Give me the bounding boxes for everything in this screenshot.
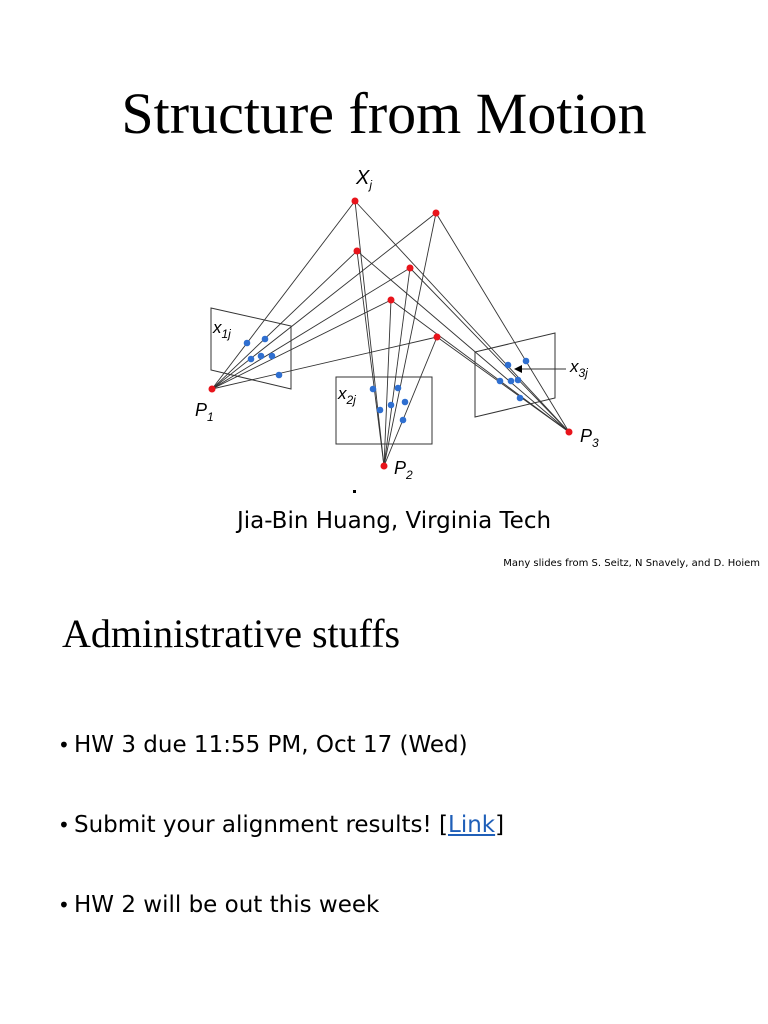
image-point bbox=[508, 378, 515, 385]
world-point bbox=[352, 198, 359, 205]
label-p2: $P_2$ bbox=[394, 458, 413, 482]
image-point bbox=[402, 399, 409, 406]
bullet-glyph: • bbox=[58, 893, 70, 917]
bullet-item bbox=[58, 808, 504, 888]
image-point bbox=[248, 356, 255, 363]
image-point bbox=[377, 407, 384, 414]
projection-ray bbox=[437, 337, 569, 432]
slide-administrative bbox=[0, 590, 768, 1024]
x3j-pointer-arrow bbox=[514, 365, 522, 373]
stray-mark bbox=[353, 490, 356, 493]
label-p3: $P_3$ bbox=[580, 426, 599, 450]
bullet-text: HW 2 will be out this week bbox=[74, 892, 380, 918]
projection-ray bbox=[355, 201, 384, 466]
image-point bbox=[258, 353, 265, 360]
image-point bbox=[269, 353, 276, 360]
projection-ray bbox=[212, 251, 357, 389]
projection-ray bbox=[357, 251, 384, 466]
camera-center bbox=[381, 463, 388, 470]
projection-rays bbox=[212, 201, 569, 466]
slide-title: Structure from Motion bbox=[121, 81, 647, 146]
projection-ray bbox=[212, 213, 436, 389]
projection-ray bbox=[384, 337, 437, 466]
label-x1j: $x_{1j}$ bbox=[213, 318, 231, 341]
image-point bbox=[517, 395, 524, 402]
world-point bbox=[433, 210, 440, 217]
world-point bbox=[388, 297, 395, 304]
bullet-item bbox=[58, 728, 504, 808]
image-point bbox=[276, 372, 283, 379]
image-point bbox=[505, 362, 512, 369]
image-point bbox=[497, 378, 504, 385]
bullet-glyph: • bbox=[58, 733, 70, 757]
section-title: Administrative stuffs bbox=[62, 611, 401, 656]
image-point bbox=[370, 386, 377, 393]
bullet-text-before: Submit your alignment results! [ bbox=[74, 812, 448, 838]
world-point bbox=[407, 265, 414, 272]
image-planes bbox=[211, 308, 566, 444]
bullet-text: HW 3 due 11:55 PM, Oct 17 (Wed) bbox=[74, 732, 468, 758]
points bbox=[209, 198, 573, 470]
image-point bbox=[244, 340, 251, 347]
image-plane-2 bbox=[336, 377, 432, 444]
camera-center bbox=[209, 386, 216, 393]
image-point bbox=[388, 402, 395, 409]
author-line: Jia-Bin Huang, Virginia Tech bbox=[236, 508, 552, 534]
projection-ray bbox=[212, 300, 391, 389]
slide-credit: Many slides from S. Seitz, N Snavely, and D. Hoiem bbox=[503, 558, 760, 569]
projection-ray bbox=[410, 268, 569, 432]
world-point bbox=[434, 334, 441, 341]
bullet-glyph: • bbox=[58, 813, 70, 837]
image-point bbox=[400, 417, 407, 424]
image-point bbox=[523, 358, 530, 365]
camera-center bbox=[566, 429, 573, 436]
label-x3j: $x_{3j}$ bbox=[570, 357, 588, 380]
image-point bbox=[515, 377, 522, 384]
bullet-item bbox=[58, 888, 504, 968]
projection-ray bbox=[391, 300, 569, 432]
label-x2j: $x_{2j}$ bbox=[338, 384, 356, 407]
projection-ray bbox=[212, 268, 410, 389]
bullet-text-after: ] bbox=[495, 812, 505, 838]
world-point bbox=[354, 248, 361, 255]
image-point bbox=[395, 385, 402, 392]
projection-ray bbox=[384, 213, 436, 466]
label-p1: $P_1$ bbox=[195, 400, 214, 424]
alignment-results-link[interactable]: Link bbox=[448, 812, 496, 838]
bullet-list bbox=[58, 728, 504, 968]
image-point bbox=[262, 336, 269, 343]
label-xj: $X_j$ bbox=[356, 167, 373, 192]
